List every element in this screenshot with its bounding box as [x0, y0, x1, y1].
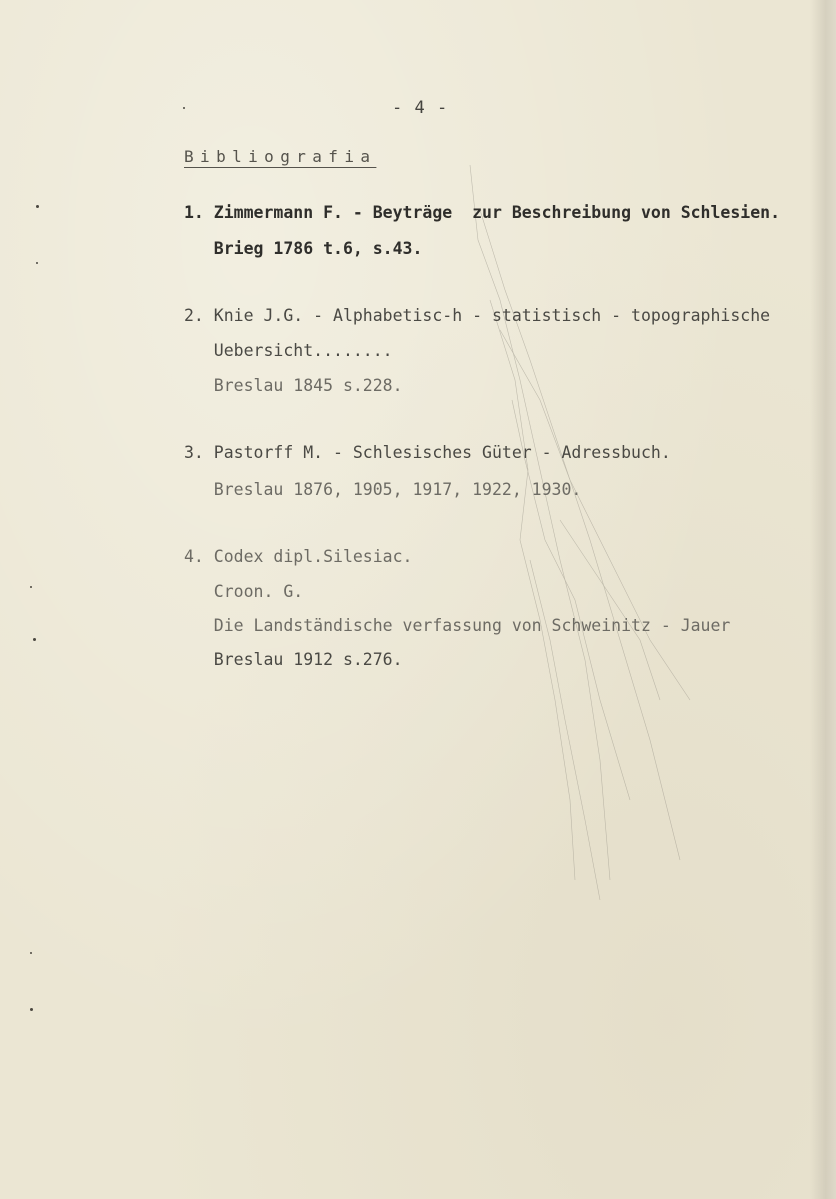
entry-line: 4. Codex dipl.Silesiac. — [184, 547, 413, 566]
entry-line: Breslau 1876, 1905, 1917, 1922, 1930. — [184, 480, 582, 499]
bibliography-heading: Bibliografia — [184, 147, 377, 166]
entry-line: Die Landständische verfassung von Schweinitz - Jauer — [184, 616, 731, 635]
page-number: - 4 - — [392, 98, 449, 118]
speck — [30, 1008, 33, 1011]
entry-line: Breslau 1845 s.228. — [184, 376, 403, 395]
speck — [30, 586, 32, 588]
speck — [36, 205, 39, 208]
entry-line: Croon. G. — [184, 582, 304, 601]
entry-line: Brieg 1786 t.6, s.43. — [184, 239, 423, 258]
page-edge-shadow — [810, 0, 836, 1199]
entry-line: Uebersicht........ — [184, 341, 393, 360]
entry-line: Breslau 1912 s.276. — [184, 650, 403, 669]
speck — [36, 262, 38, 264]
entry-line: 2. Knie J.G. - Alphabetisc-h - statistisch - topographische — [184, 306, 771, 325]
speck — [33, 638, 36, 641]
speck — [30, 952, 32, 954]
entry-line: 1. Zimmermann F. - Beyträge zur Beschreibung von Schlesien. — [184, 203, 781, 222]
entry-line: 3. Pastorff M. - Schlesisches Güter - Adressbuch. — [184, 443, 671, 462]
speck — [183, 107, 185, 109]
